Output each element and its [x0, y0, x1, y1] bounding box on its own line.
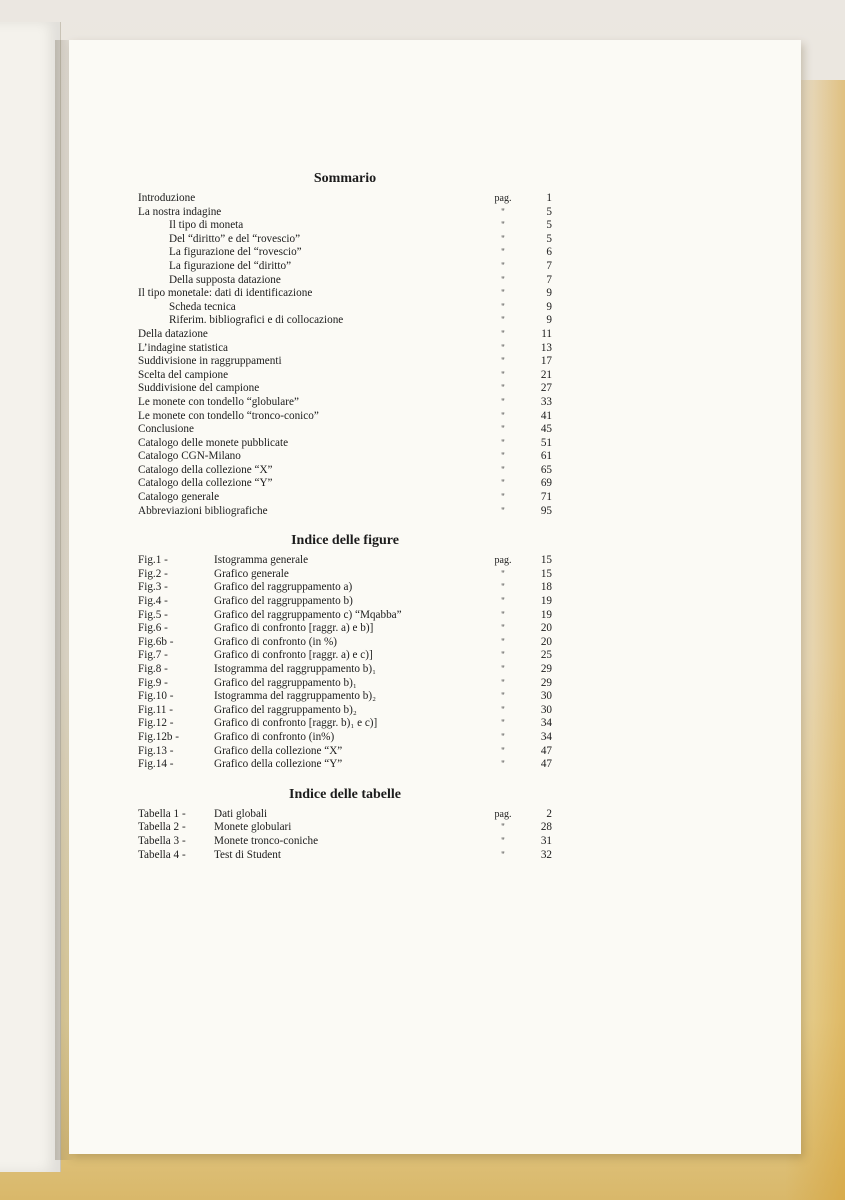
figure-description: Grafico di confronto [raggr. a) e b)]: [214, 622, 374, 635]
table-entry: [138, 808, 552, 822]
entry-pag-marker: ": [501, 623, 505, 634]
table-description: Monete globulari: [214, 821, 292, 834]
entry-page-number: 5: [546, 232, 552, 245]
figure-description: Grafico di confronto (in%): [214, 730, 335, 743]
figure-description: Grafico di confronto [raggr. a) e c)]: [214, 649, 373, 662]
figure-number: Fig.4 -: [138, 595, 168, 608]
entry-label: Il tipo di moneta: [169, 219, 244, 232]
section-title-figure: Indice delle figure: [291, 533, 399, 549]
entry-pag-marker: ": [501, 691, 505, 702]
entry-page-number: 29: [540, 676, 552, 689]
entry-page-number: 9: [546, 300, 552, 313]
entry-page-number: 5: [546, 219, 552, 232]
figure-number: Fig.6b -: [138, 635, 174, 648]
toc-entry: [138, 505, 552, 519]
toc-entry: [138, 274, 552, 288]
entry-pag-marker: ": [501, 356, 505, 367]
entry-pag-marker: ": [501, 505, 505, 516]
figure-entry: [138, 636, 552, 650]
figure-number: Fig.11 -: [138, 703, 174, 716]
entry-pag-marker: ": [501, 582, 505, 593]
figure-number: Fig.5 -: [138, 608, 168, 621]
section-figure: [138, 532, 552, 772]
toc-entry: [138, 219, 552, 233]
entry-page-number: 34: [540, 717, 552, 730]
entry-label: Le monete con tondello “tronco-conico”: [138, 409, 319, 422]
table-entry: [138, 821, 552, 835]
entry-page-number: 34: [540, 730, 552, 743]
entry-label: Catalogo della collezione “X”: [138, 463, 273, 476]
entry-pag-marker: ": [501, 301, 505, 312]
entry-label: Catalogo generale: [138, 491, 220, 504]
entry-label: Scelta del campione: [138, 368, 229, 381]
entry-pag-marker: ": [501, 342, 505, 353]
entry-pag-marker: ": [501, 718, 505, 729]
table-description: Monete tronco-coniche: [214, 834, 319, 847]
entry-pag-marker: ": [501, 759, 505, 770]
entry-page-number: 17: [540, 355, 552, 368]
figure-entry: [138, 554, 552, 568]
entry-label: La figurazione del “diritto”: [169, 259, 292, 272]
entry-pag-marker: ": [501, 233, 505, 244]
entry-label: Conclusione: [138, 423, 194, 436]
toc-entry: [138, 410, 552, 424]
toc-entry: [138, 287, 552, 301]
entry-pag-marker: pag.: [494, 193, 512, 204]
entry-pag-marker: ": [501, 274, 505, 285]
figure-entry: [138, 717, 552, 731]
table-number: Tabella 2 -: [138, 821, 186, 834]
entry-page-number: 30: [540, 703, 552, 716]
figure-description: Grafico della collezione “X”: [214, 744, 343, 757]
entry-pag-marker: pag.: [494, 808, 512, 820]
table-number: Tabella 3 -: [138, 834, 186, 847]
entry-page-number: 71: [540, 491, 552, 504]
entry-page-number: 30: [540, 690, 552, 703]
entry-page-number: 7: [546, 259, 552, 272]
entry-page-number: 41: [540, 409, 552, 422]
figure-entry: [138, 649, 552, 663]
entry-pag-marker: ": [501, 677, 505, 688]
entry-label: Catalogo della collezione “Y”: [138, 477, 273, 490]
toc-entry: [138, 206, 552, 220]
figure-number: Fig.12 -: [138, 717, 174, 730]
figure-number: Fig.14 -: [138, 758, 174, 771]
entry-pag-marker: ": [501, 383, 505, 394]
toc-entry: [138, 491, 552, 505]
entry-page-number: 19: [540, 595, 552, 608]
entry-page-number: 18: [540, 581, 552, 594]
toc-entry: [138, 382, 552, 396]
entry-page-number: 61: [540, 450, 552, 463]
toc-entry: [138, 342, 552, 356]
toc-entry: [138, 369, 552, 383]
toc-entry: [138, 246, 552, 260]
entry-label: L’indagine statistica: [138, 341, 228, 354]
figure-number: Fig.6 -: [138, 622, 168, 635]
section-tabelle: [138, 786, 552, 862]
table-entry: [138, 835, 552, 849]
entry-label: Del “diritto” e del “rovescio”: [169, 232, 301, 245]
figure-entry: [138, 745, 552, 759]
entry-pag-marker: ": [501, 464, 505, 475]
section-title-tabelle: Indice delle tabelle: [289, 786, 401, 802]
entry-pag-marker: ": [501, 568, 505, 579]
sommario-list: [138, 192, 552, 518]
entry-page-number: 28: [540, 821, 552, 834]
toc-entry: [138, 301, 552, 315]
entry-pag-marker: ": [501, 424, 505, 435]
entry-label: La nostra indagine: [138, 205, 222, 218]
entry-label: Catalogo delle monete pubblicate: [138, 436, 289, 449]
entry-label: Della datazione: [138, 327, 208, 340]
figure-entry: [138, 595, 552, 609]
figure-number: Fig.12b -: [138, 730, 180, 743]
table-number: Tabella 4 -: [138, 848, 186, 861]
figure-number: Fig.8 -: [138, 663, 168, 675]
entry-pag-marker: ": [501, 835, 505, 846]
toc-entry: [138, 314, 552, 328]
entry-pag-marker: ": [501, 369, 505, 380]
entry-page-number: 15: [540, 567, 552, 580]
figure-list: [138, 554, 552, 772]
table-description: Dati globali: [214, 807, 268, 820]
toc-entry: [138, 477, 552, 491]
toc-entry: [138, 192, 552, 206]
entry-page-number: 15: [540, 554, 552, 567]
figure-entry: [138, 581, 552, 595]
toc-entry: [138, 396, 552, 410]
entry-pag-marker: ": [501, 437, 505, 448]
figure-number: Fig.7 -: [138, 649, 168, 662]
entry-page-number: 27: [540, 382, 552, 395]
figure-entry: [138, 690, 552, 704]
figure-entry: [138, 609, 552, 623]
entry-pag-marker: ": [501, 247, 505, 258]
entry-label: Suddivisione del campione: [138, 382, 260, 395]
entry-label: La figurazione del “rovescio”: [169, 246, 302, 259]
table-number: Tabella 1 -: [138, 807, 186, 820]
figure-description: Grafico generale: [214, 567, 289, 580]
entry-label: Della supposta datazione: [169, 273, 281, 286]
entry-pag-marker: ": [501, 596, 505, 607]
entry-page-number: 33: [540, 395, 552, 408]
entry-page-number: 47: [540, 758, 552, 771]
figure-description: Grafico del raggruppamento b): [214, 595, 353, 608]
entry-page-number: 25: [540, 649, 552, 662]
entry-page-number: 13: [540, 341, 552, 354]
figure-entry: [138, 704, 552, 718]
entry-page-number: 1: [546, 192, 552, 204]
toc-entry: [138, 355, 552, 369]
entry-pag-marker: ": [501, 328, 505, 339]
figure-number: Fig.2 -: [138, 567, 168, 580]
table-description: Test di Student: [214, 848, 281, 861]
entry-page-number: 65: [540, 463, 552, 476]
entry-page-number: 29: [540, 663, 552, 675]
entry-label: Riferim. bibliografici e di collocazione: [169, 314, 344, 327]
entry-page-number: 5: [546, 205, 552, 218]
entry-pag-marker: ": [501, 745, 505, 756]
toc-entry: [138, 328, 552, 342]
tabelle-list: [138, 808, 552, 862]
toc-entry: [138, 233, 552, 247]
figure-description: Grafico del raggruppamento c) “Mqabba”: [214, 608, 402, 621]
entry-pag-marker: ": [501, 492, 505, 503]
entry-pag-marker: ": [501, 288, 505, 299]
entry-pag-marker: ": [501, 664, 505, 674]
figure-number: Fig.10 -: [138, 690, 174, 703]
entry-pag-marker: ": [501, 396, 505, 407]
figure-entry: [138, 677, 552, 691]
entry-page-number: 6: [546, 246, 552, 259]
figure-description: Istogramma generale: [214, 554, 309, 567]
entry-pag-marker: ": [501, 636, 505, 647]
entry-page-number: 31: [540, 834, 552, 847]
entry-pag-marker: ": [501, 220, 505, 231]
entry-label: Il tipo monetale: dati di identificazione: [138, 287, 313, 300]
entry-page-number: 32: [540, 848, 552, 861]
toc-entry: [138, 260, 552, 274]
figure-description: Grafico del raggruppamento a): [214, 581, 353, 594]
figure-description: Grafico del raggruppamento b)₁: [214, 676, 357, 689]
entry-page-number: 9: [546, 287, 552, 300]
entry-label: Catalogo CGN-Milano: [138, 450, 241, 463]
entry-pag-marker: ": [501, 478, 505, 489]
figure-number: Fig.3 -: [138, 581, 168, 594]
entry-label: Abbreviazioni bibliografiche: [138, 504, 268, 517]
toc-entry: [138, 450, 552, 464]
entry-pag-marker: ": [501, 849, 505, 860]
entry-page-number: 51: [540, 436, 552, 449]
entry-label: Suddivisione in raggruppamenti: [138, 355, 282, 368]
figure-description: Istogramma del raggruppamento b)₁: [214, 663, 377, 675]
table-entry: [138, 849, 552, 863]
figure-entry: [138, 731, 552, 745]
entry-page-number: 11: [541, 327, 552, 340]
entry-pag-marker: ": [501, 650, 505, 661]
entry-pag-marker: ": [501, 315, 505, 326]
entry-pag-marker: pag.: [494, 555, 512, 567]
figure-entry: [138, 758, 552, 772]
entry-pag-marker: ": [501, 822, 505, 833]
entry-pag-marker: ": [501, 731, 505, 742]
figure-description: Grafico di confronto (in %): [214, 635, 338, 648]
entry-page-number: 45: [540, 423, 552, 436]
figure-description: Grafico della collezione “Y”: [214, 758, 343, 771]
entry-label: Introduzione: [138, 192, 196, 204]
figure-description: Grafico del raggruppamento b)₂: [214, 703, 357, 716]
figure-entry: [138, 663, 552, 677]
toc-entry: [138, 423, 552, 437]
table-of-contents: [138, 170, 552, 862]
toc-entry: [138, 437, 552, 451]
section-title-sommario: Sommario: [313, 171, 377, 186]
entry-page-number: 69: [540, 477, 552, 490]
entry-page-number: 2: [546, 807, 552, 820]
entry-pag-marker: ": [501, 260, 505, 271]
entry-page-number: 20: [540, 635, 552, 648]
entry-page-number: 7: [546, 273, 552, 286]
entry-pag-marker: ": [501, 206, 505, 217]
figure-description: Grafico di confronto [raggr. b)₁ e c)]: [214, 717, 378, 730]
entry-pag-marker: ": [501, 410, 505, 421]
figure-number: Fig.1 -: [138, 554, 168, 567]
figure-description: Istogramma del raggruppamento b)₂: [214, 690, 377, 703]
figure-number: Fig.13 -: [138, 744, 174, 757]
figure-entry: [138, 568, 552, 582]
entry-label: Le monete con tondello “globulare”: [138, 395, 299, 408]
entry-page-number: 9: [546, 314, 552, 327]
entry-page-number: 20: [540, 622, 552, 635]
entry-pag-marker: ": [501, 704, 505, 715]
entry-pag-marker: ": [501, 451, 505, 462]
section-sommario: [138, 170, 552, 518]
entry-page-number: 47: [540, 744, 552, 757]
entry-pag-marker: ": [501, 609, 505, 620]
entry-page-number: 19: [540, 608, 552, 621]
entry-label: Scheda tecnica: [169, 300, 236, 313]
entry-page-number: 95: [540, 504, 552, 517]
figure-number: Fig.9 -: [138, 676, 168, 689]
toc-entry: [138, 464, 552, 478]
figure-entry: [138, 622, 552, 636]
entry-page-number: 21: [540, 368, 552, 381]
left-page-edge: [0, 22, 61, 1172]
